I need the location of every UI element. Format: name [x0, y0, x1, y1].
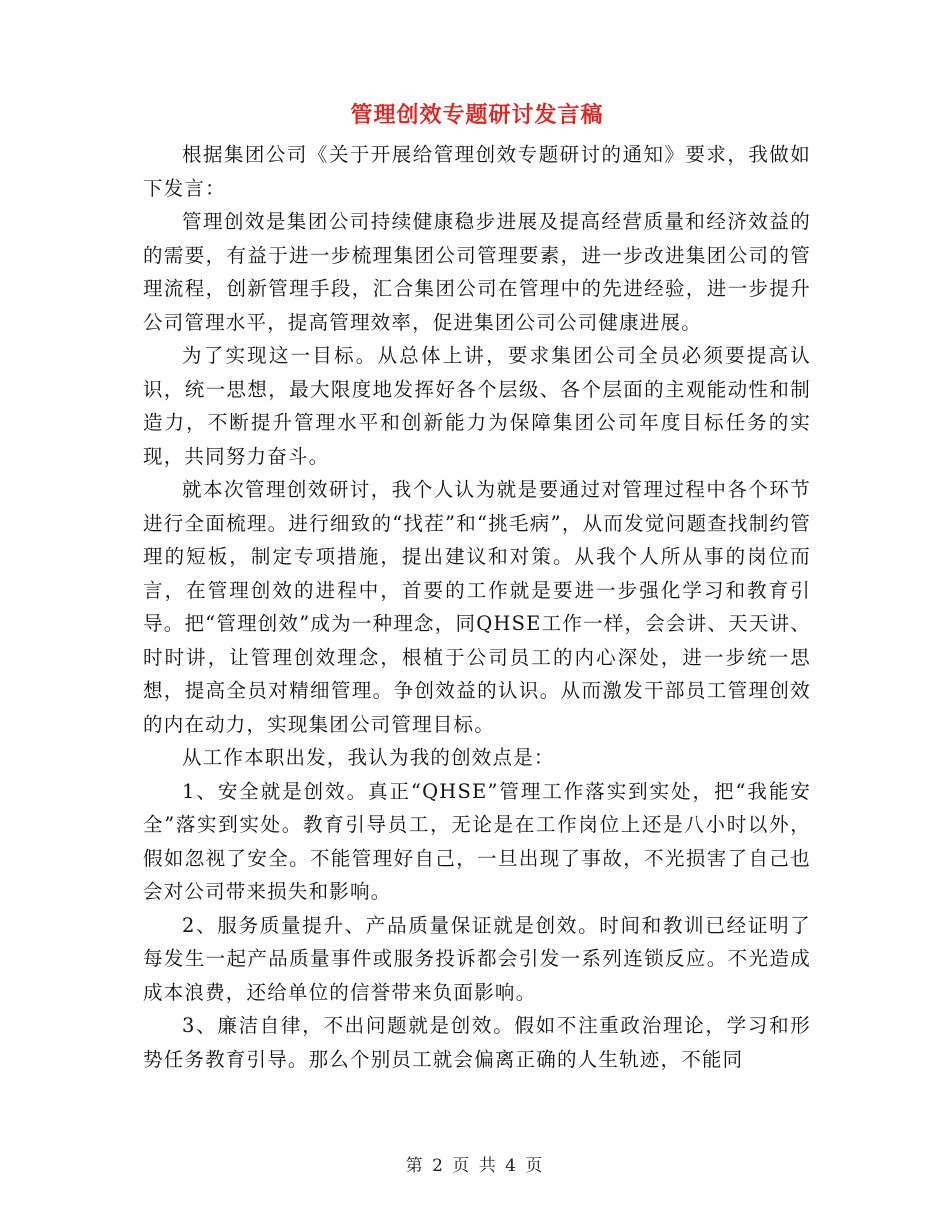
paragraph-purpose: 管理创效是集团公司持续健康稳步进展及提高经营质量和经济效益的的需要，有益于进一步梳理集团公司管理要素，进一步改进集团公司的管理流程，创新管理手段，汇合集团公司在管理中的先进经验，进一步提升公司管理水平，提高管理效率，促进集团公司公司健康进展。	[143, 210, 811, 334]
paragraph-points-intro: 从工作本职出发，我认为我的创效点是：	[182, 746, 555, 769]
paragraph-point-3: 3、廉洁自律，不出问题就是创效。假如不注重政治理论，学习和形势任务教育引导。那么个别员工就会偏离正确的人生轨迹，不能同	[143, 1014, 811, 1071]
paragraph-intro: 根据集团公司《关于开展给管理创效专题研讨的通知》要求，我做如下发言：	[143, 143, 811, 200]
document-title: 管理创效专题研讨发言稿	[350, 102, 604, 128]
paragraph-discussion: 就本次管理创效研讨，我个人认为就是要通过对管理过程中各个环节进行全面梳理。进行细致的“找茬”和“挑毛病”，从而发觉问题查找制约管理的短板，制定专项措施，提出建议和对策。从我个人所从事的岗位而言，在管理创效的进程中，首要的工作就是要进一步强化学习和教育引导。把“管理创效”成为一种理念，同QHSE工作一样，会会讲、天天讲、时时讲，让管理创效理念，根植于公司员工的内心深处，进一步统一思想，提高全员对精细管理。争创效益的认识。从而激发干部员工管理创效的内在动力，实现集团公司管理目标。	[143, 478, 811, 736]
document-page	[143, 100, 811, 1076]
page-footer: 第 2 页 共 4 页	[405, 1156, 545, 1176]
paragraph-point-1: 1、安全就是创效。真正“QHSE”管理工作落实到实处，把“我能安全”落实到实处。教育引导员工，无论是在工作岗位上还是八小时以外，假如忽视了安全。不能管理好自己，一旦出现了事故，不光损害了自己也会对公司带来损失和影响。	[143, 779, 811, 903]
paragraph-point-2: 2、服务质量提升、产品质量保证就是创效。时间和教训已经证明了每发生一起产品质量事件或服务投诉都会引发一系列连锁反应。不光造成成本浪费，还给单位的信誉带来负面影响。	[143, 913, 811, 1004]
paragraph-goal: 为了实现这一目标。从总体上讲，要求集团公司全员必须要提高认识，统一思想，最大限度地发挥好各个层级、各个层面的主观能动性和制造力，不断提升管理水平和创新能力为保障集团公司年度目标任务的实现，共同努力奋斗。	[143, 344, 811, 468]
